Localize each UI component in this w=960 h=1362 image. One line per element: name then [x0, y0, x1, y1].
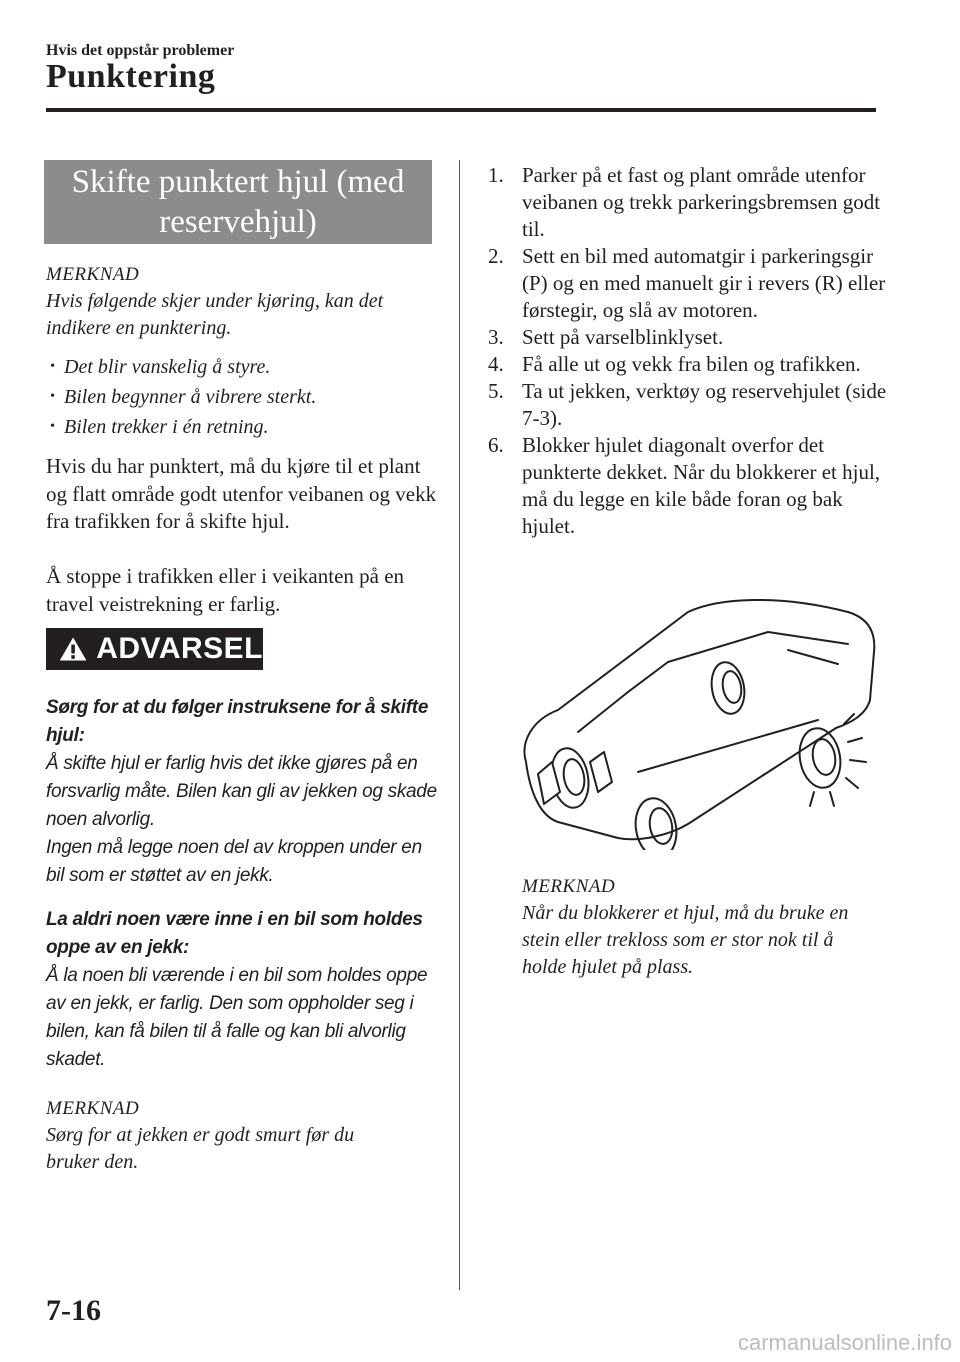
step-number: 5.: [488, 379, 504, 403]
procedure-steps: [488, 162, 888, 540]
warning-title: Sørg for at du følger instruksene for å skifte hjul:: [46, 697, 429, 746]
wheel-chock-illustration: [518, 592, 880, 850]
note-block-1: [46, 264, 436, 442]
warning-text: Å la noen bli værende i en bil som holdes oppe av en jekk, er farlig. Den som oppholder seg i bilen, kan få bilen til å falle og kan bli alvorlig skadet.: [46, 965, 428, 1070]
step-number: 2.: [488, 244, 504, 268]
warning-badge: [46, 628, 263, 670]
step-number: 6.: [488, 433, 504, 457]
step-number: 3.: [488, 325, 504, 349]
step-text: Blokker hjulet diagonalt overfor det punkterte dekket. Når du blokkerer et hjul, må du legge en kile både foran og bak hjulet.: [522, 433, 881, 538]
list-item: • Bilen begynner å vibrere sterkt.: [46, 382, 436, 412]
step-text: Sett på varselblinklyset.: [522, 325, 724, 349]
step-text: Få alle ut og vekk fra bilen og trafikken.: [522, 352, 861, 376]
warning-block-1: [46, 694, 441, 890]
warning-title: La aldri noen være inne i en bil som holdes oppe av en jekk:: [46, 909, 423, 958]
step-text: Parker på et fast og plant område utenfor veibanen og trekk parkeringsbremsen godt til.: [522, 163, 881, 241]
paragraph: Å stoppe i trafikken eller i veikanten på en travel veistrekning er farlig.: [46, 564, 405, 616]
title-rule: [46, 108, 876, 112]
section-kicker: Hvis det oppstår problemer: [46, 42, 235, 59]
note-text: Hvis følgende skjer under kjøring, kan det indikere en punktering.: [46, 290, 384, 339]
section-heading: [44, 160, 432, 244]
note-block-2: [46, 1098, 436, 1176]
warning-text: Å skifte hjul er farlig hvis det ikke gjøres på en forsvarlig måte. Bilen kan gli av jekken og skade noen alvorlig.: [46, 753, 437, 830]
list-item: • Det blir vanskelig å styre.: [46, 352, 436, 382]
section-heading-text: Skifte punktert hjul (med reservehjul): [71, 164, 405, 240]
page-number: 7-16: [46, 1294, 101, 1327]
column-divider: [459, 160, 460, 1290]
warning-block-2: [46, 906, 441, 1074]
step-item: [488, 324, 888, 351]
step-number: 1.: [488, 163, 504, 187]
list-item: • Bilen trekker i én retning.: [46, 412, 436, 442]
note-label: MERKNAD: [46, 1098, 140, 1119]
step-item: [488, 243, 888, 324]
warning-triangle-icon: [58, 634, 88, 664]
step-text: Ta ut jekken, verktøy og reservehjulet (side 7-3).: [522, 379, 887, 430]
note-label: MERKNAD: [46, 264, 140, 285]
warning-badge-label: ADVARSEL: [96, 632, 263, 665]
page-title: Punktering: [46, 58, 216, 95]
step-item: [488, 162, 888, 243]
note-text: Når du blokkerer et hjul, må du bruke en stein eller trekloss som er stor nok til å holde hjulet på plass.: [522, 902, 849, 978]
step-item: [488, 378, 888, 432]
step-item: [488, 351, 888, 378]
step-text: Sett en bil med automatgir i parkeringsgir (P) og en med manuelt gir i revers (R) eller førstegir, og slå av motoren.: [522, 244, 886, 322]
note-block-3: [522, 876, 882, 981]
note-label: MERKNAD: [522, 876, 616, 897]
note-text: Sørg for at jekken er godt smurt før du bruker den.: [46, 1124, 355, 1173]
paragraph: Hvis du har punktert, må du kjøre til et plant og flatt område godt utenfor veibanen og vekk fra trafikken for å skifte hjul.: [46, 454, 437, 533]
step-number: 4.: [488, 352, 504, 376]
warning-text: Ingen må legge noen del av kroppen under en bil som er støttet av en jekk.: [46, 837, 422, 886]
symptom-list: [46, 352, 436, 442]
step-item: [488, 432, 888, 540]
watermark: carmanualsonline.info: [737, 1330, 952, 1355]
